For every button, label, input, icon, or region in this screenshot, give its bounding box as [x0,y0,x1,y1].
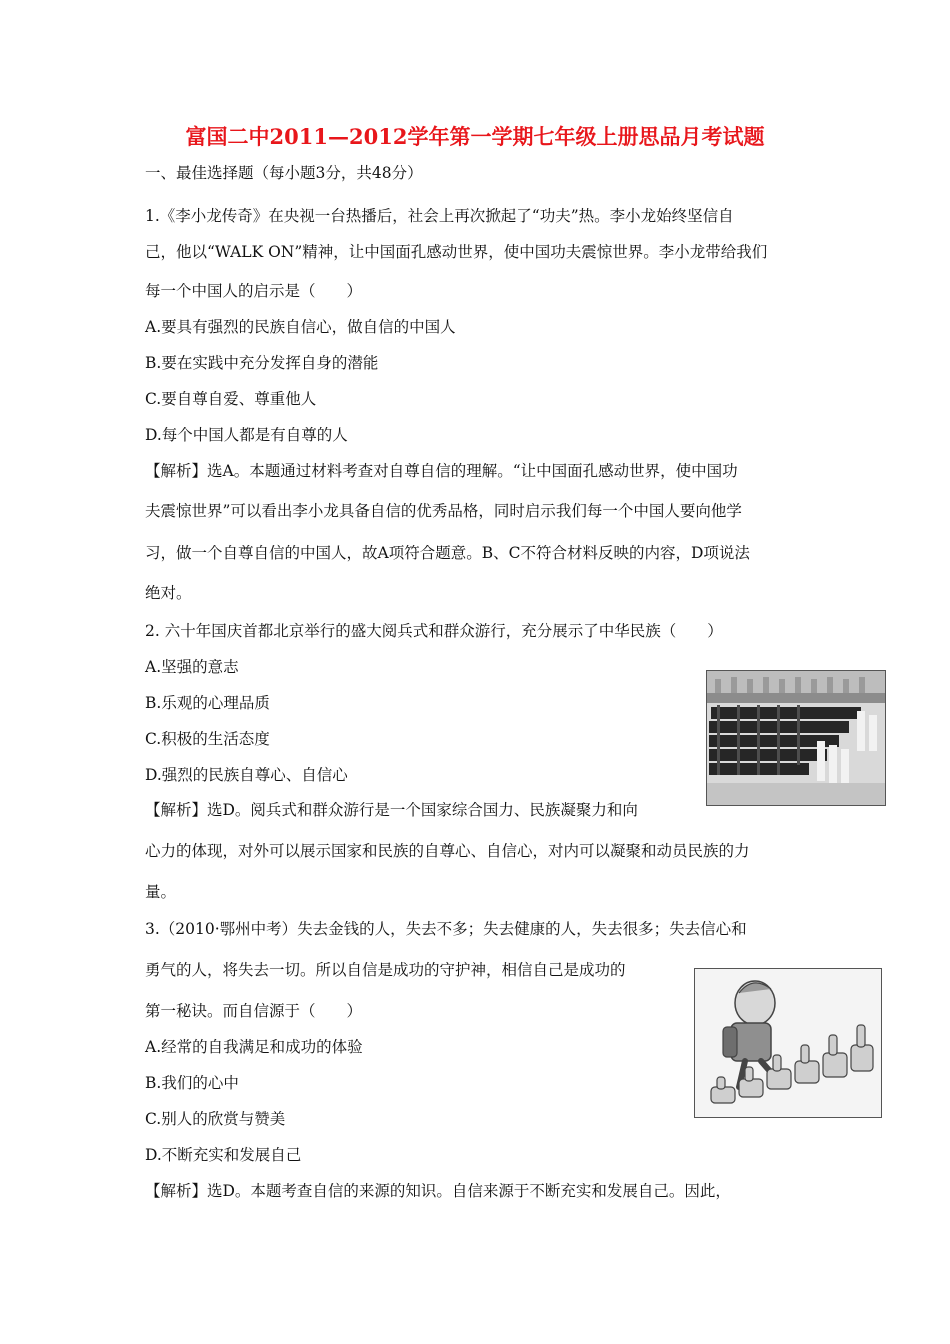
q2-analysis-line: 心力的体现，对外可以展示国家和民族的自尊心、自信心，对内可以凝聚和动员民族的力 [145,842,750,860]
q1-option-d: D.每个中国人都是有自尊的人 [145,426,348,444]
q1-analysis-line: 绝对。 [145,584,192,602]
q2-option-b: B.乐观的心理品质 [145,694,270,712]
q2-analysis-line: 【解析】选D。阅兵式和群众游行是一个国家综合国力、民族凝聚力和向 [145,801,638,819]
q3-stem-line: 勇气的人，将失去一切。所以自信是成功的守护神，相信自己是成功的 [145,961,626,979]
q1-stem-line: 每一个中国人的启示是（ ） [145,282,363,300]
q1-analysis-line: 【解析】选A。本题通过材料考查对自尊自信的理解。“让中国面孔感动世界，使中国功 [145,462,738,480]
thumbs-up-cartoon-drawing [695,969,881,1117]
q2-option-d: D.强烈的民族自尊心、自信心 [145,766,348,784]
q3-analysis-line: 【解析】选D。本题考查自信的来源的知识。自信来源于不断充实和发展自己。因此， [145,1182,731,1200]
q1-analysis-line: 夫震惊世界”可以看出李小龙具备自信的优秀品格，同时启示我们每一个中国人要向他学 [145,502,742,520]
q1-option-a: A.要具有强烈的民族自信心，做自信的中国人 [145,318,456,336]
q1-analysis-line: 习，做一个自尊自信的中国人，故A项符合题意。B、C不符合材料反映的内容，D项说法 [145,544,750,562]
q3-stem-line: 第一秘诀。而自信源于（ ） [145,1002,363,1020]
q1-stem-line: 己，他以“WALK ON”精神，让中国面孔感动世界，使中国功夫震惊世界。李小龙带给我们 [145,243,768,261]
q3-option-a: A.经常的自我满足和成功的体验 [145,1038,363,1056]
q3-option-d: D.不断充实和发展自己 [145,1146,302,1164]
q3-option-c: C.别人的欣赏与赞美 [145,1110,286,1128]
thumbs-up-cartoon [694,968,882,1118]
parade-photo-drawing [707,671,885,805]
q1-stem-line: 1.《李小龙传奇》在央视一台热播后，社会上再次掀起了“功夫”热。李小龙始终坚信自 [145,207,734,225]
q3-option-b: B.我们的心中 [145,1074,239,1092]
section-heading: 一、最佳选择题（每小题3分，共48分） [145,164,423,182]
q1-option-b: B.要在实践中充分发挥自身的潜能 [145,354,379,372]
q2-option-a: A.坚强的意志 [145,658,239,676]
q3-stem-line: 3.（2010·鄂州中考）失去金钱的人，失去不多；失去健康的人，失去很多；失去信心和 [145,920,747,938]
parade-photo [706,670,886,806]
exam-title: 富国二中2011—2012学年第一学期七年级上册思品月考试题 [185,124,765,149]
q1-option-c: C.要自尊自爱、尊重他人 [145,390,317,408]
q2-analysis-line: 量。 [145,883,177,901]
q2-option-c: C.积极的生活态度 [145,730,270,748]
q2-stem-line: 2. 六十年国庆首都北京举行的盛大阅兵式和群众游行，充分展示了中华民族（ ） [145,622,723,640]
